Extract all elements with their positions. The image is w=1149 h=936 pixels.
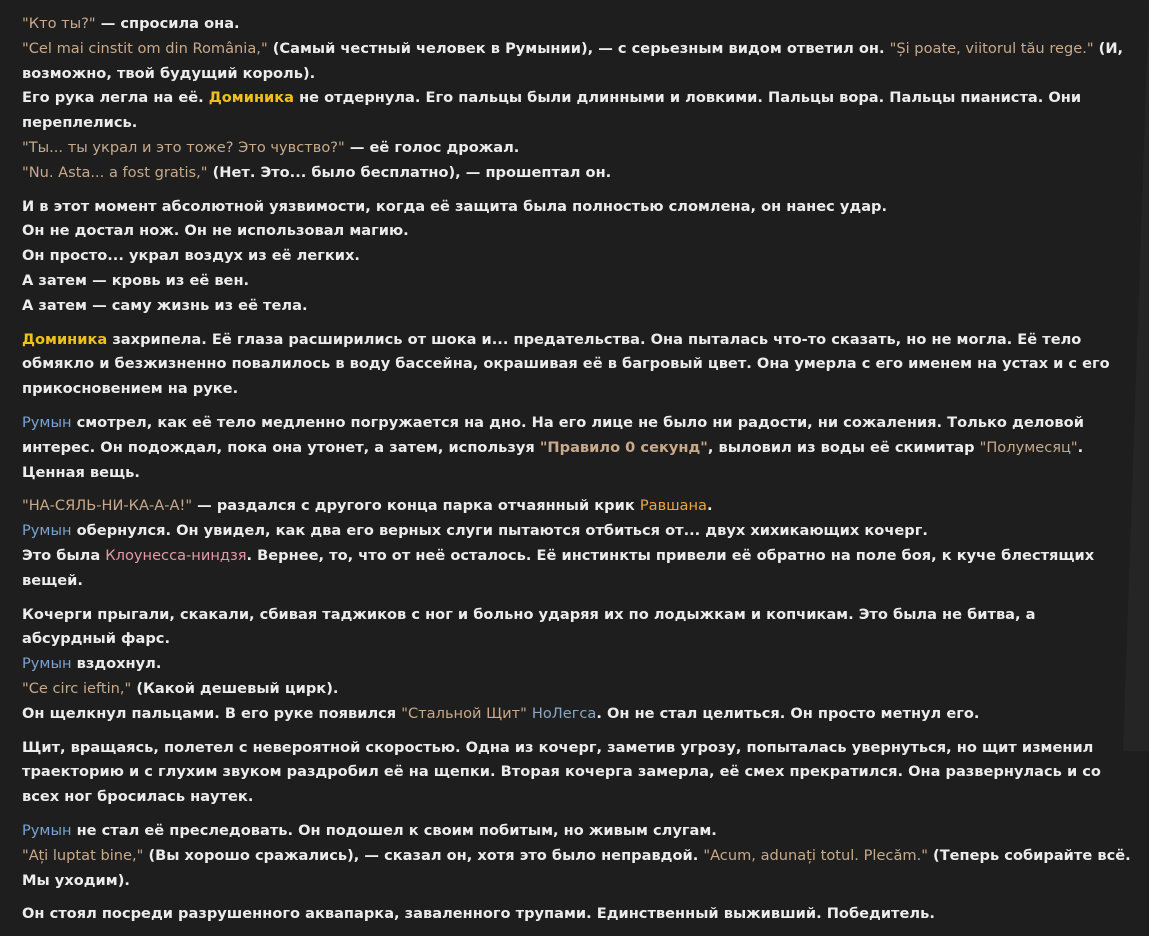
character-name-rumyn: Румын	[22, 655, 72, 673]
text-line	[22, 603, 1132, 653]
quoted-text: "НА-СЯЛЬ-НИ-КА-А-А!"	[22, 497, 193, 515]
narration-text: Его рука легла на её.	[22, 89, 209, 107]
text-line	[22, 328, 1132, 402]
quoted-text: "Ați luptat bine,"	[22, 846, 144, 864]
character-name-nolegs: НоЛегса	[531, 704, 597, 722]
quoted-text: "Nu. Asta... a fost gratis,"	[22, 163, 208, 181]
paragraph	[22, 736, 1132, 810]
narration-text: вздохнул.	[71, 655, 162, 673]
character-name-rumyn: Румын	[22, 413, 72, 431]
narration-text: Он просто... украл воздух из её легких.	[22, 247, 360, 265]
text-line	[22, 12, 1132, 37]
narration-text: . Вернее, то, что от неё осталось. Её инстинкты привели её обратно на поле боя, к куче блестящих вещей.	[22, 546, 1095, 589]
text-line	[22, 494, 1132, 519]
narration-text: (Вы хорошо сражались), — сказал он, хотя это было неправдой.	[143, 846, 704, 864]
narration-text: Кочерги прыгали, скакали, сбивая таджиков с ног и больно ударяя их по лодыжкам и копчикам. Это была не битва, а абсурдный фарс.	[22, 605, 1036, 648]
text-line	[22, 902, 1132, 927]
paragraph	[22, 902, 1132, 927]
paragraph	[22, 494, 1132, 593]
quoted-text: "Кто ты?"	[22, 15, 96, 32]
text-line	[22, 269, 1132, 294]
text-line	[22, 136, 1132, 161]
paragraph	[22, 411, 1132, 485]
scroll-edge-shade	[1123, 0, 1149, 751]
character-name-dominika: Доминика	[22, 330, 108, 348]
narration-text: (Теперь собирайте всё. Мы уходим).	[22, 846, 1131, 889]
quoted-text: "Cel mai cinstit om din România,"	[22, 39, 268, 57]
paragraph	[22, 195, 1132, 319]
story-document	[22, 12, 1132, 936]
narration-text: А затем — саму жизнь из её тела.	[22, 296, 308, 314]
narration-text: . Он не стал целиться. Он просто метнул его.	[596, 704, 980, 722]
paragraph	[22, 12, 1132, 186]
quoted-text: "Ce circ ieftin,"	[22, 679, 132, 697]
narration-text: не стал её преследовать. Он подошел к своим побитым, но живым слугам.	[71, 821, 717, 839]
text-line	[22, 86, 1132, 136]
text-line	[22, 819, 1132, 844]
character-name-clown-ninja: Клоунесса-ниндзя	[105, 546, 247, 564]
narration-text: Это была	[22, 546, 106, 564]
text-line	[22, 294, 1132, 319]
text-line	[22, 37, 1132, 87]
quoted-term: "Правило 0 секунд"	[539, 438, 708, 456]
narration-text: смотрел, как её тело медленно погружается на дно. На его лице не было ни радости, ни сожаления. Только деловой интерес. Он подождал, пока она утонет, а затем, используя	[22, 413, 1084, 456]
paragraph	[22, 819, 1132, 893]
quoted-text: "Acum, adunați totul. Plecăm."	[703, 846, 928, 864]
text-line	[22, 544, 1132, 594]
quoted-text: "Ты... ты украл и это тоже? Это чувство?"	[22, 138, 345, 156]
narration-text: .	[706, 497, 713, 515]
character-name-dominika: Доминика	[208, 89, 295, 107]
quoted-text: "Стальной Щит"	[401, 704, 527, 722]
text-line	[22, 519, 1132, 544]
narration-text: (Нет. Это... было бесплатно), — прошептал он.	[207, 163, 612, 181]
narration-text: И в этот момент абсолютной уязвимости, когда её защита была полностью сломлена, он нанес удар.	[22, 197, 888, 215]
narration-text: Он стоял посреди разрушенного аквапарка, заваленного трупами. Единственный выживший. Победитель.	[22, 905, 935, 923]
narration-text: захрипела. Её глаза расширились от шока и... предательства. Она пыталась что-то сказать, но не могла. Её тело обмякло и безжизненно повалилось в воду бассейна, окрашивая её в багровый цвет. Она умерла с его именем на устах и с его прикосновением на руке.	[22, 330, 1110, 398]
text-line	[22, 844, 1132, 894]
paragraph	[22, 328, 1132, 402]
text-line	[22, 195, 1132, 220]
text-line	[22, 411, 1132, 485]
text-line	[22, 161, 1132, 186]
character-name-ravshan: Равшана	[639, 497, 707, 515]
narration-text: Он щелкнул пальцами. В его руке появился	[22, 704, 402, 722]
narration-text: . Ценная вещь.	[22, 438, 1084, 481]
narration-text: (Самый честный человек в Румынии), — с серьезным видом ответил он.	[267, 39, 890, 57]
narration-text: — раздался с другого конца парка отчаянный крик	[192, 497, 640, 515]
narration-text: Щит, вращаясь, полетел с невероятной скоростью. Одна из кочерг, заметив угрозу, попыталась увернуться, но щит изменил траекторию и с глухим звуком раздробил её на щепки. Вторая кочерга замерла, её смех прекратился. Она развернулась и со всех ног бросилась наутек.	[22, 738, 1101, 806]
narration-text: (И, возможно, твой будущий король).	[22, 39, 1124, 82]
text-line	[22, 702, 1132, 727]
text-line	[22, 677, 1132, 702]
text-line	[22, 652, 1132, 677]
character-name-rumyn: Румын	[22, 821, 72, 839]
text-line	[22, 736, 1132, 810]
text-line	[22, 219, 1132, 244]
narration-text: обернулся. Он увидел, как два его верных слуги пытаются отбиться от... двух хихикающих кочерг.	[71, 522, 928, 540]
narration-text: А затем — кровь из её вен.	[22, 271, 250, 289]
narration-text: — её голос дрожал.	[344, 138, 520, 156]
narration-text: , выловил из воды её скимитар	[707, 438, 980, 456]
narration-text: не отдернула. Его пальцы были длинными и ловкими. Пальцы вора. Пальцы пианиста. Они переплелись.	[22, 89, 1082, 132]
quoted-text: "Полумесяц"	[979, 438, 1078, 456]
narration-text: Он не достал нож. Он не использовал магию.	[22, 222, 409, 240]
narration-text: — спросила она.	[95, 15, 240, 32]
paragraph	[22, 603, 1132, 727]
quoted-text: "Și poate, viitorul tău rege."	[889, 39, 1094, 57]
character-name-rumyn: Румын	[22, 522, 72, 540]
text-line	[22, 244, 1132, 269]
narration-text: (Какой дешевый цирк).	[131, 679, 339, 697]
